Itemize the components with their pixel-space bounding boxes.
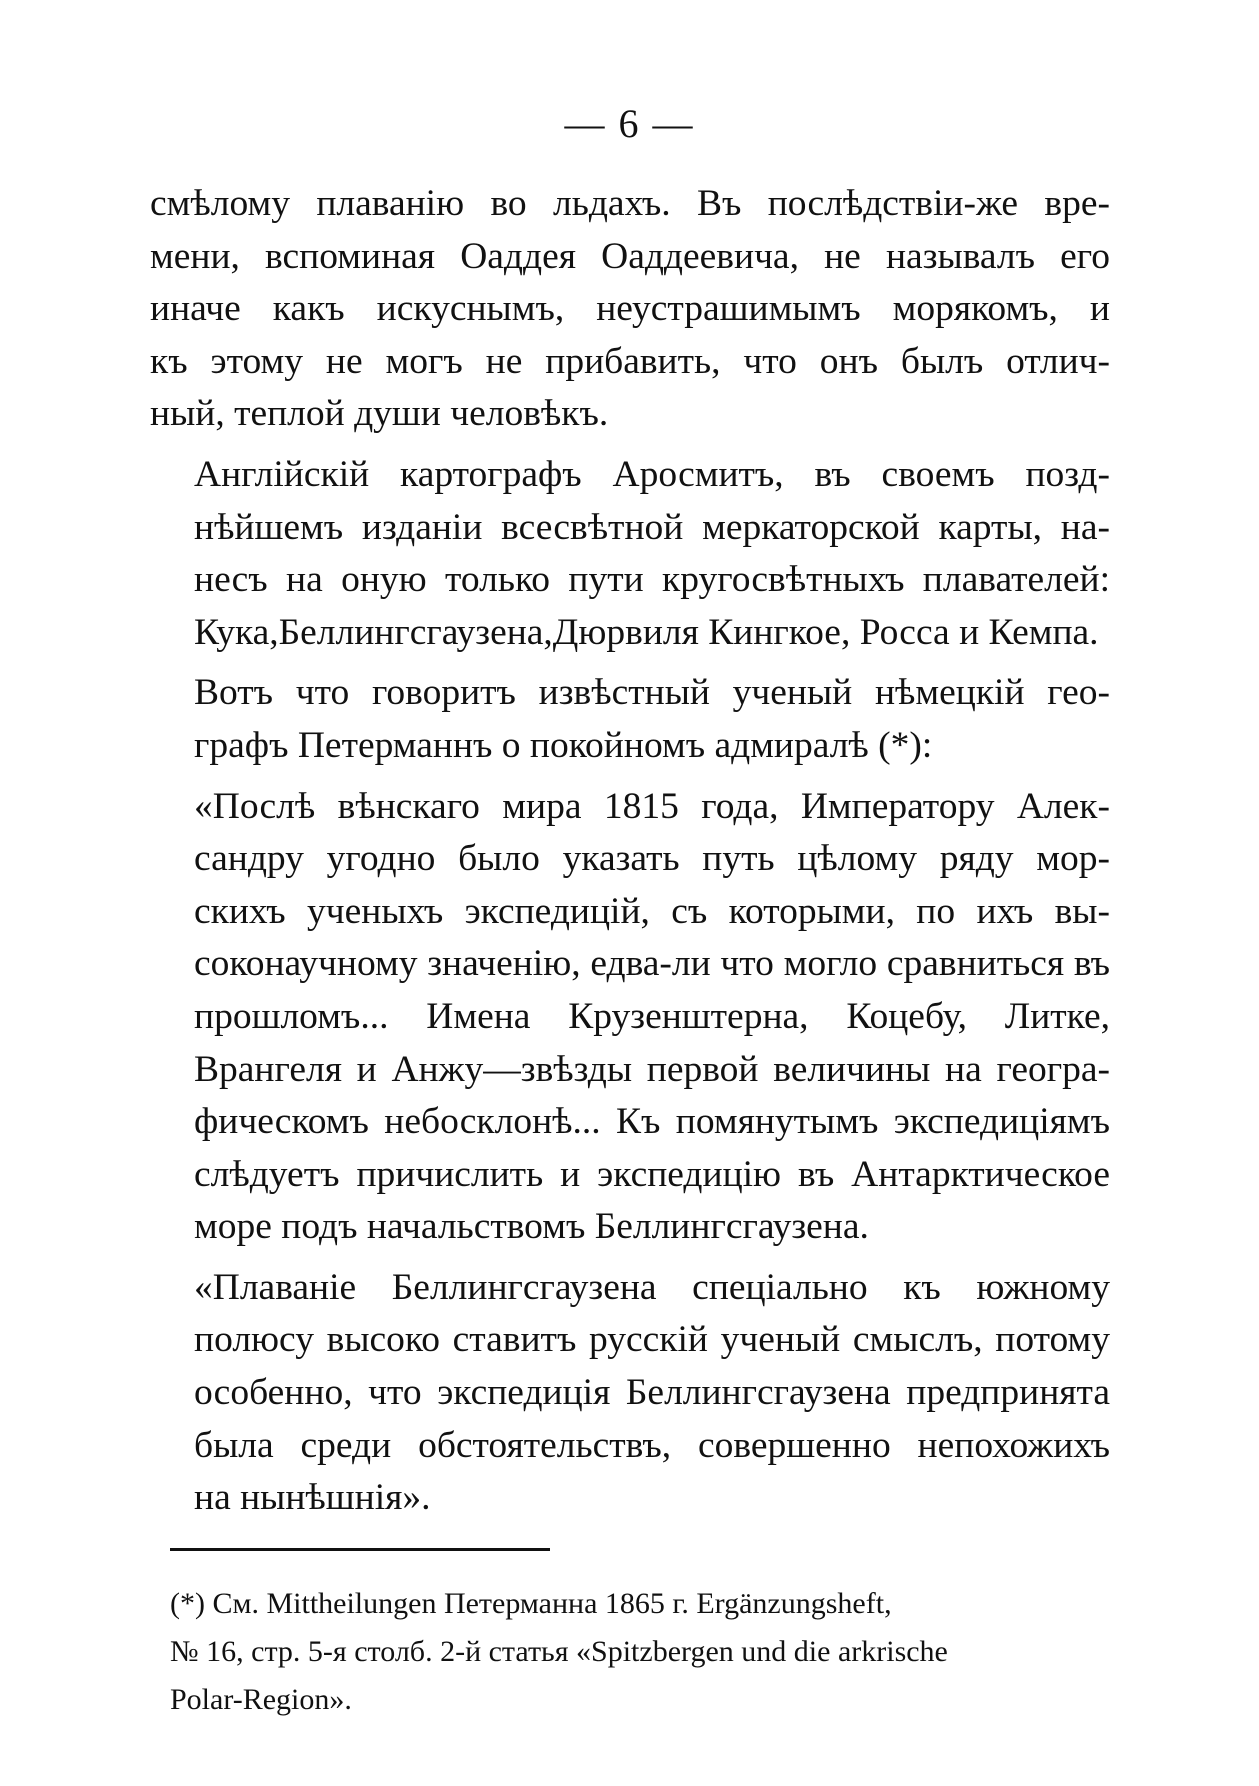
text-line: Англійскій картографъ Аросмитъ, въ своемъ позд- — [194, 453, 1110, 495]
text-line: иначе какъ искуснымъ, неустрашимымъ морякомъ, и — [150, 288, 1110, 330]
paragraph-4-quote — [150, 781, 1110, 1254]
text-line: скихъ ученыхъ экспедицій, съ которыми, по ихъ вы- — [194, 890, 1110, 932]
text-line: прошломъ... Имена Крузенштерна, Коцебу, Литке, — [194, 995, 1110, 1037]
footnote-line: (*) См. Mittheilungen Петерманна 1865 г. Ergänzungsheft, — [170, 1587, 892, 1620]
paragraph-1 — [150, 178, 1110, 441]
text-line: Кука,Беллингсгаузена,Дюрвиля Кингкое, Росса и Кемпа. — [194, 611, 1099, 653]
paragraph-3 — [150, 667, 1110, 772]
paragraph-2 — [150, 449, 1110, 659]
text-line: ный, теплой души человѣкъ. — [150, 393, 609, 435]
footnote-line: № 16, стр. 5-я столб. 2-й статья «Spitzbergen und die arkrische — [170, 1635, 948, 1668]
text-line: несъ на оную только пути кругосвѣтныхъ плавателей: — [194, 559, 1110, 601]
text-line: Вотъ что говоритъ извѣстный ученый нѣмецкій гео- — [194, 672, 1110, 714]
text-line: мени, вспоминая Оаддея Оаддеевича, не называлъ его — [150, 235, 1110, 277]
page-number: — 6 — — [564, 101, 695, 146]
text-line: смѣлому плаванію во льдахъ. Въ послѣдствіи-же вре- — [150, 183, 1110, 224]
text-line: особенно, что экспедиція Беллингсгаузена предпринята — [194, 1372, 1110, 1414]
text-line: была среди обстоятельствъ, совершенно непохожихъ — [194, 1424, 1110, 1466]
main-text — [150, 178, 1110, 1533]
text-line: слѣдуетъ причислить и экспедицію въ Антарктическое — [194, 1153, 1110, 1195]
text-line: къ этому не могъ не прибавить, что онъ былъ отлич- — [150, 340, 1110, 382]
text-line: нѣйшемъ изданіи всесвѣтной меркаторской карты, на- — [194, 506, 1110, 548]
text-line: на нынѣшнія». — [194, 1477, 431, 1519]
text-line: «Плаваніе Беллингсгаузена спеціально къ южному — [194, 1266, 1110, 1308]
paragraph-5-quote — [150, 1262, 1110, 1525]
footnote-divider — [170, 1548, 550, 1551]
text-line: полюсу высоко ставитъ русскій ученый смыслъ, потому — [194, 1319, 1110, 1361]
text-line: фическомъ небосклонѣ... Къ помянутымъ экспедиціямъ — [194, 1101, 1110, 1143]
text-line: «Послѣ вѣнскаго мира 1815 года, Императору Алек- — [194, 785, 1110, 827]
text-line: графъ Петерманнъ о покойномъ адмиралѣ (*): — [194, 724, 933, 766]
footnote — [170, 1580, 1110, 1724]
text-line: море подъ начальствомъ Беллингсгаузена. — [194, 1206, 869, 1248]
text-line: Врангеля и Анжу—звѣзды первой величины на геогра- — [194, 1048, 1110, 1090]
text-line: сандру угодно было указать путь цѣлому ряду мор- — [194, 838, 1110, 880]
footnote-line: Polar-Region». — [170, 1683, 352, 1716]
text-line: соконаучному значенію, едва-ли что могло сравниться въ — [194, 943, 1110, 985]
